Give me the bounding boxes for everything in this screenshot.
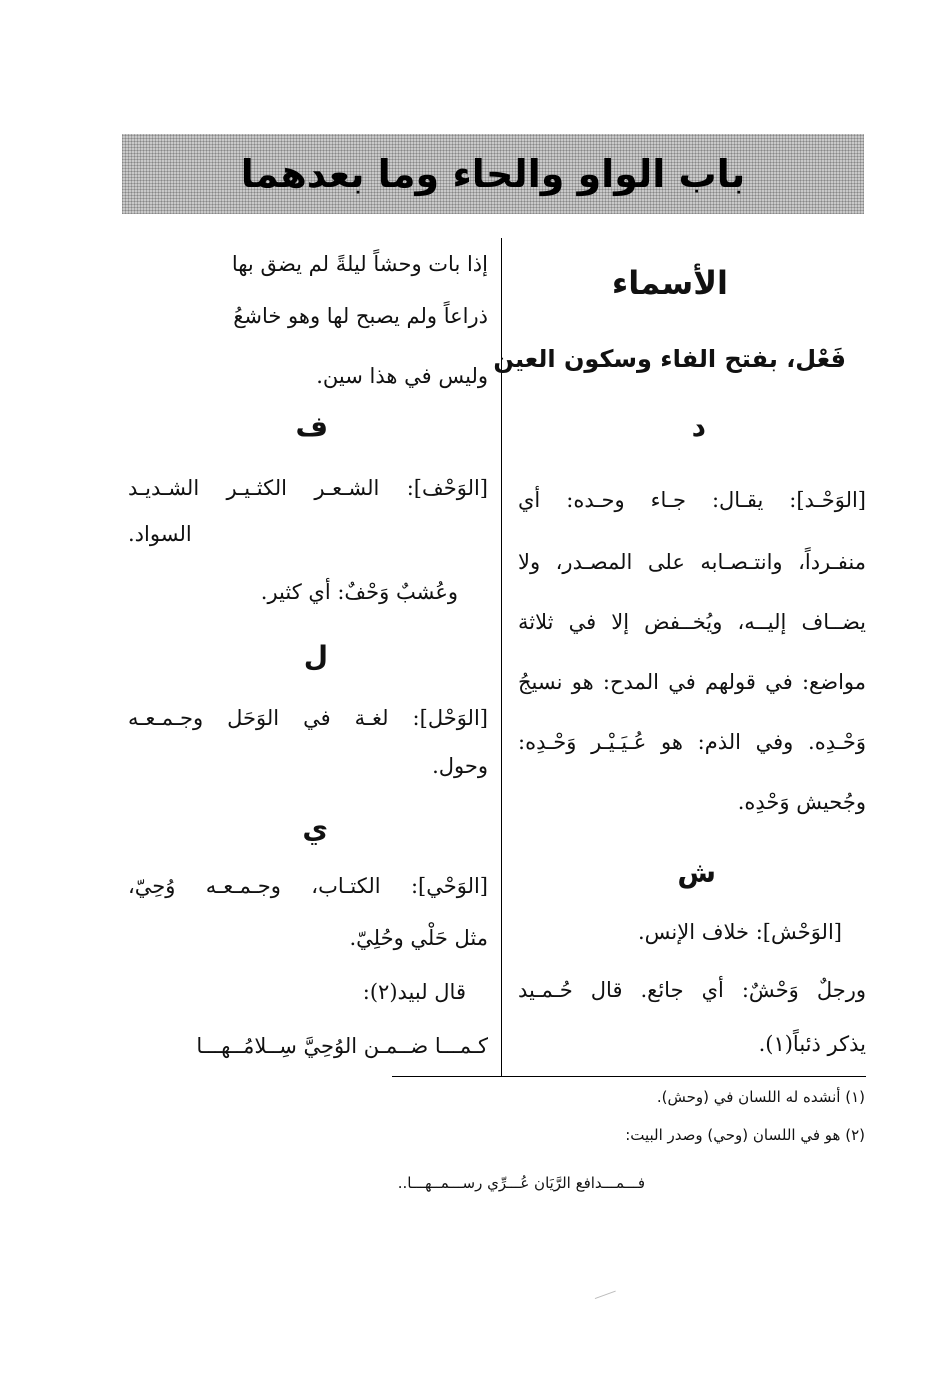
entry-wahy-line-4: كـمـــا ضــمـن الوُحِيَّ سِــلامُــهـــا: [196, 1034, 488, 1058]
letter-heading-sh: ش: [677, 856, 716, 889]
letter-heading-d: د: [691, 410, 706, 443]
letter-heading-f: ف: [295, 410, 328, 443]
entry-wahl-line-1: [الوَحْل]: لغـة في الوَحَل وجـمـعـه: [128, 706, 488, 730]
entry-wahy-line-2: مثل حَلْي وحُلِيّ.: [349, 926, 488, 950]
entry-wahf-line-3: وعُشبٌ وَحْفٌ: أي كثير.: [260, 580, 458, 604]
entry-wahsh-line-1: [الوَحْش]: خلاف الإنس.: [637, 920, 842, 944]
entry-wahy-line-1: [الوَحْي]: الكتـاب، وجـمـعـه وُحِيّ،: [128, 874, 488, 898]
entry-wahd-line-6: وجُحيش وَحْدِه.: [737, 790, 866, 814]
entry-wahl-line-2: وحول.: [432, 754, 488, 778]
scan-mark: [595, 1291, 619, 1309]
verse-note: وليس في هذا سين.: [316, 364, 488, 388]
entry-wahsh-line-3: يذكر ذئباً(١).: [758, 1032, 866, 1056]
verse-line-1: إذا بات وحشاً ليلةً لم يضق بها: [231, 252, 488, 276]
entry-wahf-line-1: [الوَحْف]: الشـعـر الكثـيـر الشـديـد: [128, 476, 488, 500]
entry-wahd-line-3: يضــاف إليــه، ويُخــفض إلا في ثلاثة: [518, 610, 866, 634]
letter-heading-l: ل: [303, 640, 328, 673]
entry-wahd-line-2: منفـرداً، وانتـصـابه على المصـدر، ولا: [518, 550, 866, 574]
letter-heading-y: ي: [302, 812, 328, 845]
verse-line-2: ذراعاً ولم يصبح لها وهو خاشعُ: [233, 304, 488, 328]
entry-wahsh-line-2: ورجلٌ وَحْشٌ: أي جائع. قال حُـمـيد: [518, 978, 866, 1002]
entry-wahd-line-5: وَحْـدِه. وفي الذم: هو عُـيَـيْـر وَحْـدِه:: [518, 730, 866, 754]
entry-wahy-line-3: قال لبيد(٢):: [362, 980, 466, 1004]
entry-wahf-line-2: السواد.: [128, 522, 192, 546]
section-subheading: فَعْل، بفتح الفاء وسكون العين: [493, 345, 846, 373]
footnote-2: (٢) هو في اللسان (وحي) وصدر البيت:: [625, 1126, 865, 1144]
footnote-verse: فـــمـــدافع الرَّيَان عُـــرِّي رســـمــهـــا..: [397, 1174, 645, 1192]
entry-wahd-line-1: [الوَحْـد]: يقـال: جـاء وحـده: أي: [518, 488, 866, 512]
footnote-1: (١) أنشده له اللسان في (وحش).: [656, 1088, 865, 1106]
entry-wahd-line-4: مواضع: في قولهم في المدح: هو نسيجُ: [518, 670, 866, 694]
section-heading: الأسماء: [611, 264, 728, 302]
footnote-rule: [392, 1076, 866, 1077]
chapter-banner: [122, 134, 864, 214]
chapter-title: باب الواو والحاء وما بعدهما: [240, 152, 746, 196]
